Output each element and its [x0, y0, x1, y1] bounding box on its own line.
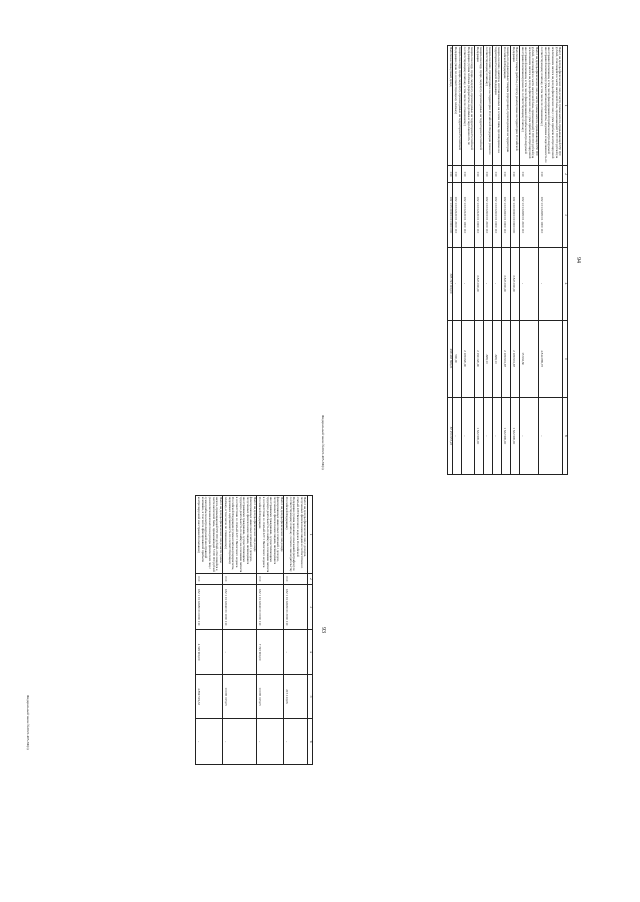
row-name: Акцизы на сидр, пуаре, медовуху, производимые на территории Российской Федерации [474, 46, 483, 166]
page-number: 93 [320, 627, 326, 633]
table-row [453, 46, 462, 475]
row-name: Налог на доходы физических лиц в части суммы налога, превышающей 650 000 рублей, относящейся к части налоговой базы, превышающей 5 000 000 рублей (за исключением налога на доходы физических лиц с сумм прибыли контролируемой иностранной компании, в том числе фиксированной прибыли контролируемой иностранной компании) (пени по соответствующему платежу) [519, 46, 539, 166]
row-value-5: 2 189 631,87 [501, 320, 510, 397]
column-header: 3 [562, 183, 567, 247]
row-value-4: 3 823 000,00 [474, 247, 483, 320]
row-value-5: 13 095 315,05 [257, 674, 284, 718]
row-value-6: - [453, 397, 462, 474]
row-budget-code: 182 1 01 02080 01 2100 110 [519, 183, 539, 247]
report-table [195, 495, 313, 765]
row-line-code: 010 [462, 166, 475, 183]
row-value-4: 3 823 000,00 [510, 247, 519, 320]
column-header: 1 [562, 46, 567, 166]
row-budget-code: 182 1 03 02100 01 0000 110 [492, 183, 501, 247]
table-row [223, 496, 257, 765]
row-value-4: 7 745 900,00 [257, 630, 284, 674]
row-name: Налог на доходы физических лиц в виде фиксированных авансовых платежей с доходов, полученных физическими лицами, являющимися иностранными гражданами, осуществляющими трудовую деятельность по найму на основании патента в соответствии со статьей 227.1 Налогового кодекса Российской Федерации [258, 496, 284, 573]
row-value-4: - [539, 247, 562, 320]
row-line-code: 010 [223, 574, 257, 585]
row-line-code: 010 [196, 574, 223, 585]
row-name: Акцизы на сидр, пуаре, медовуху, производимые на территории Российской Федерации (сумма платежа (перерасчеты, недоимка и задолженность по соответствующему платежу, в том числе по отмененному) [462, 46, 475, 166]
table-row [474, 46, 483, 475]
table-row [539, 46, 562, 475]
row-name: Акцизы на пиво, производимое на территории Российской Федерации (пени по соответствующему платежу) [483, 46, 492, 166]
row-value-6: 1 632 680,00 [510, 397, 519, 474]
row-budget-code: 182 1 03 02120 01 2100 110 [453, 183, 462, 247]
column-header: 4 [562, 247, 567, 320]
page-footer: Федеральный закон №2022-405-ЗФ(з) [26, 695, 30, 750]
column-header: 2 [562, 166, 567, 183]
row-value-4: - [483, 247, 492, 320]
column-header: 3 [307, 584, 312, 630]
row-value-4: 3 823 000,00 [501, 247, 510, 320]
row-line-code: 010 [483, 166, 492, 183]
column-header: 5 [562, 320, 567, 397]
report-table [447, 45, 568, 475]
row-value-5: 13 095 315,05 [223, 674, 257, 718]
column-header: 2 [307, 574, 312, 585]
row-name: Налог на доходы физических лиц с доходов, полученных физическими лицами в соответствии со статьей 228 Налогового кодекса Российской Федерации (сумма денежных взысканий (штрафов) по соответствующему платежу согласно законодательству Российской Федерации) [285, 496, 308, 572]
table-row [519, 46, 539, 475]
row-name: Налог на доходы физических лиц в виде фиксированных авансовых платежей с доходов, полученных физическими лицами, являющимися иностранными гражданами, осуществляющими трудовую деятельность по найму на основании патента в соответствии со статьей 227.1 Налогового кодекса Российской Федерации (сумма платежа (перерасчеты, недоимка и задолженность по соответствующему платежу, в том числе по отмененному) [224, 496, 257, 573]
row-line-code: 010 [453, 166, 462, 183]
column-header: 6 [307, 719, 312, 765]
table-row [483, 46, 492, 475]
row-value-5: 15 632,60 [519, 320, 539, 397]
row-name: Налог на доходы физических лиц в части суммы налога, превышающей 650 000 рублей, относящейся к части налоговой базы, превышающей 5 000 000 рублей (за исключением налога на доходы физических лиц с сумм прибыли контролируемой иностранной компании, в том числе фиксированной прибыли контролируемой иностранной компании) (сумма платежа (перерасчеты, недоимка и задолженность по соответствующему платежу, в том числе по отмененному) [539, 46, 562, 166]
document-page-94 [321, 45, 581, 475]
table-header-row [562, 46, 567, 475]
row-line-code: 010 [510, 166, 519, 183]
row-line-code: 010 [539, 166, 562, 183]
row-value-6: - [462, 397, 475, 474]
table-header-row [307, 496, 312, 765]
row-budget-code: 182 1 03 02000 01 0000 110 [501, 183, 510, 247]
row-budget-code: 182 1 05 00000 00 0000 000 [447, 183, 452, 247]
column-header: 6 [562, 397, 567, 474]
row-value-5: 298 493 699,31 [447, 320, 452, 397]
row-value-5: 4 869 519,33 [196, 674, 223, 718]
row-value-6: 1 632 680,00 [501, 397, 510, 474]
row-value-6: 1 632 680,00 [474, 397, 483, 474]
row-line-code: 010 [492, 166, 501, 183]
document-page-93 [26, 495, 326, 765]
row-value-4: - [284, 630, 307, 674]
row-value-6: - [223, 719, 257, 765]
row-name: Акцизы по подакцизным товарам (продукции), производимым на территории Российской Федерации [501, 46, 510, 166]
table-row [492, 46, 501, 475]
row-value-5: 4 844 886,73 [539, 320, 562, 397]
page-footer: Федеральный закон №2022-405-ЗФ(з) [321, 415, 325, 470]
row-value-4: 385 747 000,00 [447, 247, 452, 320]
table-row [284, 496, 307, 765]
row-value-5: -688,13 [483, 320, 492, 397]
row-value-4: - [453, 247, 462, 320]
row-budget-code: 182 1 01 02080 01 1000 110 [539, 183, 562, 247]
row-budget-code: 182 1 01 02040 01 1000 110 [223, 584, 257, 630]
row-value-6: - [492, 397, 501, 474]
row-budget-code: 182 1 03 02120 01 1000 110 [462, 183, 475, 247]
row-budget-code: 182 1 03 02120 01 0000 110 [474, 183, 483, 247]
page-number: 94 [575, 257, 581, 263]
row-value-5: 215 113,06 [284, 674, 307, 718]
row-value-6: - [483, 397, 492, 474]
row-name: Налоги на товары (работы, услуги), реализуемые на территории Российской Федерации [510, 46, 519, 166]
row-value-4: - [462, 247, 475, 320]
row-budget-code: 182 1 03 02100 01 2100 110 [483, 183, 492, 247]
row-value-6: 87 253 957,23 [447, 397, 452, 474]
row-value-4: - [492, 247, 501, 320]
row-line-code: 010 [474, 166, 483, 183]
table-row [510, 46, 519, 475]
row-value-5: 2 189 820,00 [462, 320, 475, 397]
row-value-4: - [519, 247, 539, 320]
row-name: Налог на доходы физических лиц в части суммы налога, превышающей 650 000 рублей, относящейся к части налоговой базы, превышающей 5 000 000 рублей (за исключением налога на доходы физических лиц с сумм прибыли контролируемой иностранной компании, в том числе фиксированной прибыли контролируемой иностранной компании) [197, 496, 223, 572]
row-value-5: -688,13 [492, 320, 501, 397]
table-row [196, 496, 223, 765]
table-row [501, 46, 510, 475]
table-row [462, 46, 475, 475]
table-row [257, 496, 284, 765]
row-line-code: 010 [501, 166, 510, 183]
row-budget-code: 182 1 03 00000 00 0000 000 [510, 183, 519, 247]
row-line-code: 010 [447, 166, 452, 183]
row-value-6: - [539, 397, 562, 474]
row-value-4: 4 526 900,00 [196, 630, 223, 674]
row-budget-code: 182 1 01 02080 01 0000 110 [196, 584, 223, 630]
column-header: 1 [307, 496, 312, 574]
row-value-5: 2 190 320,00 [474, 320, 483, 397]
row-name: Акцизы на пиво, напитки, изготавливаемые на основе пива, производимые на территории Российской Федерации [492, 46, 501, 166]
row-budget-code: 182 1 01 02030 01 3000 110 [284, 584, 307, 630]
row-value-6: - [196, 719, 223, 765]
row-value-4: - [223, 630, 257, 674]
row-value-6: - [284, 719, 307, 765]
row-line-code: 010 [519, 166, 539, 183]
row-value-6: - [519, 397, 539, 474]
row-budget-code: 182 1 01 02040 01 0000 110 [257, 584, 284, 630]
row-name: Налоги на совокупный доход [447, 46, 452, 166]
table-row [447, 46, 452, 475]
row-value-5: 2 189 631,87 [510, 320, 519, 397]
column-header: 4 [307, 630, 312, 674]
row-value-6: - [257, 719, 284, 765]
row-line-code: 010 [284, 574, 307, 585]
row-line-code: 010 [257, 574, 284, 585]
row-value-5: 500,00 [453, 320, 462, 397]
row-name: Акцизы на сидр, пуаре, медовуху, производимые на территории Российской Федерации (пени по соответствующему платежу) [453, 46, 462, 166]
column-header: 5 [307, 674, 312, 718]
